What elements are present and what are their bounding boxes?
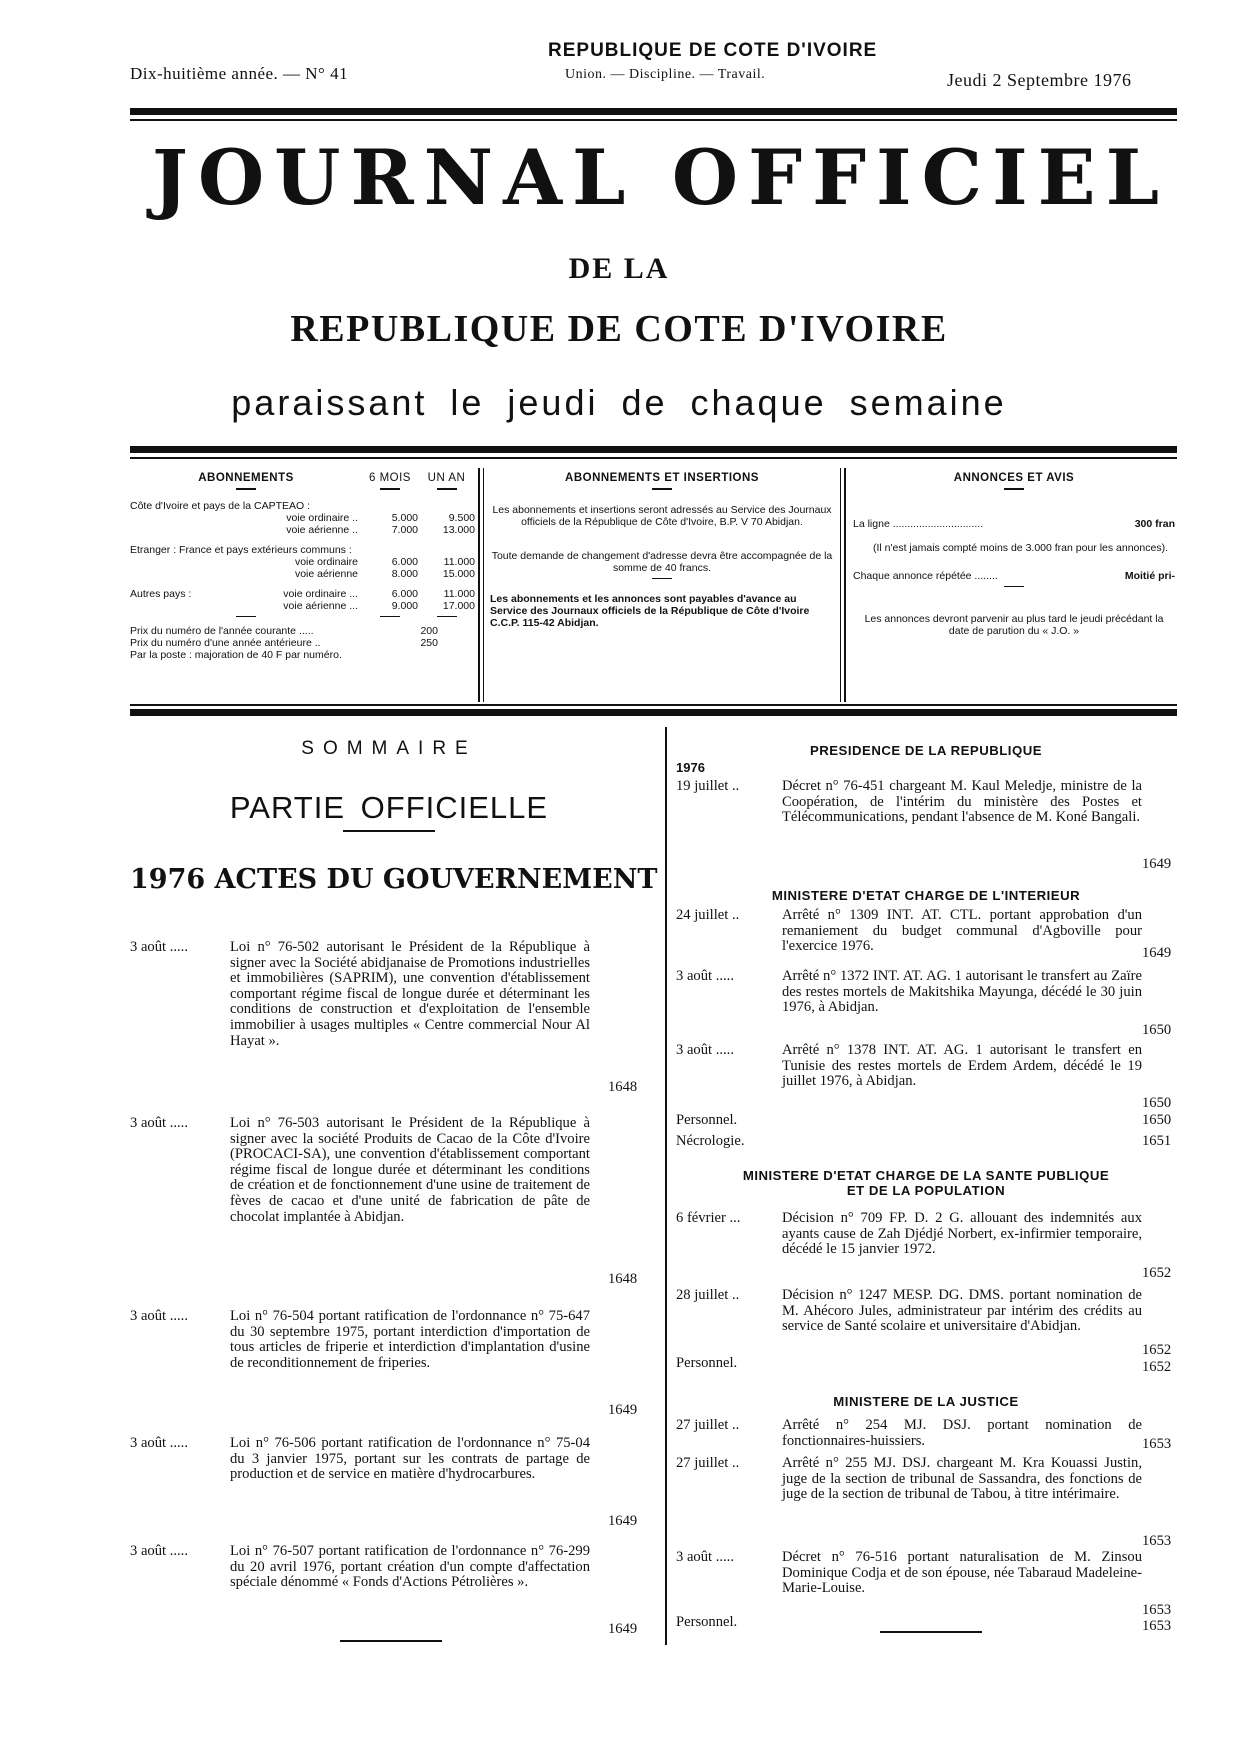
personnel-page: 1652	[1142, 1359, 1172, 1375]
group-autres: Autres pays :	[130, 587, 192, 600]
box-divider	[483, 468, 484, 702]
col-un-an: UN AN	[427, 472, 466, 484]
box-divider	[478, 468, 480, 702]
necrologie-label: Nécrologie.	[676, 1133, 745, 1149]
entry-date: 3 août .....	[676, 1549, 734, 1565]
entry-page: 1653	[1142, 1436, 1172, 1452]
insertions-payment: Les abonnements et les annonces sont payables d'avance au Service des Journaux officiels de la République de Côte d'Ivoire C.C.P. 115-42 Abidjan.	[490, 593, 810, 629]
rate-an: 11.000	[443, 555, 475, 568]
entry-date: 27 juillet ..	[676, 1417, 740, 1433]
entry-page: 1648	[608, 1079, 638, 1095]
entry-page: 1652	[1142, 1342, 1172, 1358]
box-rule-bottom-thin	[130, 704, 1177, 706]
rate-label: voie ordinaire	[294, 555, 358, 568]
rate-an: 13.000	[442, 523, 475, 536]
entry-page: 1649	[1142, 945, 1172, 961]
entry-date: 27 juillet ..	[676, 1455, 740, 1471]
entry-text: Loi n° 76-502 autorisant le Président de la République à signer avec la Société abidjanaise de Promotions industrielles et immobilières (SAPRIM), une convention d'établissement comportant régime fiscal de longue durée et déterminant les conditions de construction et d'exploitation de l'ensemble immobilier à usages multiples « Centre commercial Nour Al Hayat ».	[230, 939, 590, 1049]
journal-title: JOURNAL OFFICIEL	[152, 133, 1170, 222]
entry-text: Arrêté n° 254 MJ. DSJ. portant nomination de fonctionnaires-huissiers.	[782, 1417, 1142, 1449]
price-previous: 250	[420, 637, 438, 649]
sommaire-heading: SOMMAIRE	[301, 738, 477, 759]
entry-date: 24 juillet ..	[676, 907, 740, 923]
price-current: 200	[420, 625, 438, 637]
entry-text: Décision n° 1247 MESP. DG. DMS. portant nomination de M. Ahécoro Jules, administrateur par intérim des crédits au service de Santé scolaire et universitaire d'Abidjan.	[782, 1287, 1142, 1335]
masthead-tagline: paraissant le jeudi de chaque semaine	[231, 382, 1007, 423]
entry-text: Loi n° 76-506 portant ratification de l'ordonnance n° 75-04 du 3 janvier 1975, portant sur les contrats de partage de production et de service en matière d'hydrocarbures.	[230, 1435, 590, 1483]
col-6-mois: 6 MOIS	[369, 472, 411, 484]
insertions-heading: ABONNEMENTS ET INSERTIONS	[565, 472, 759, 484]
entry-text: Loi n° 76-504 portant ratification de l'ordonnance n° 75-647 du 30 septembre 1975, portant interdiction d'importation de tous articles de friperie et interdiction d'implantation d'usine de reconditionnement de friperies.	[230, 1308, 590, 1371]
entry-page: 1652	[1142, 1265, 1172, 1281]
insertions-change-address: Toute demande de changement d'adresse devra être accompagnée de la somme de 40 francs.	[491, 549, 833, 574]
personnel-page: 1650	[1142, 1112, 1172, 1128]
group-cote-ivoire: Côte d'Ivoire et pays de la CAPTEAO :	[130, 499, 311, 512]
box-divider	[844, 468, 846, 702]
section-sante-line2: ET DE LA POPULATION	[846, 1183, 1006, 1198]
box-divider	[840, 468, 841, 702]
entry-date: 3 août .....	[130, 1308, 188, 1324]
rate-an: 11.000	[443, 587, 475, 600]
entry-text: Décret n° 76-516 portant naturalisation de M. Zinsou Dominique Codja et de son épouse, née Tabaraud Madeleine-Marie-Louise.	[782, 1549, 1142, 1597]
entry-text: Arrêté n° 1378 INT. AT. AG. 1 autorisant le transfert en Tunisie des restes mortels de Erdem Ardem, décédé le 19 juillet 1976, à Abidjan.	[782, 1042, 1142, 1090]
box-rule-bottom	[130, 709, 1177, 716]
rate-6: 6.000	[391, 587, 418, 600]
rate-6: 9.000	[391, 599, 418, 612]
entry-date: 3 août .....	[676, 1042, 734, 1058]
entry-date: 3 août .....	[130, 1435, 188, 1451]
entry-date: 6 février ...	[676, 1210, 741, 1226]
personnel-label: Personnel.	[676, 1614, 738, 1630]
entry-text: Décision n° 709 FP. D. 2 G. allouant des indemnités aux ayants cause de Zah Djédjé Norbert, ex-infirmier temporaire, décédé le 15 janvier 1972.	[782, 1210, 1142, 1258]
personnel-label: Personnel.	[676, 1355, 738, 1371]
rate-6: 7.000	[391, 523, 418, 536]
header-republic: REPUBLIQUE DE COTE D'IVOIRE	[548, 40, 878, 61]
masthead-republic: REPUBLIQUE DE COTE D'IVOIRE	[290, 308, 948, 350]
group-etranger: Etranger : France et pays extérieurs communs :	[130, 543, 352, 556]
entry-page: 1649	[1142, 856, 1172, 872]
entry-page: 1650	[1142, 1022, 1172, 1038]
box-rule-top	[130, 446, 1177, 453]
partie-officielle: PARTIE OFFICIELLE	[229, 790, 549, 825]
price-previous-label: Prix du numéro d'une année antérieure ..	[130, 637, 321, 649]
entry-date: 3 août .....	[130, 939, 188, 955]
entry-date: 3 août .....	[676, 968, 734, 984]
section-justice: MINISTERE DE LA JUSTICE	[833, 1394, 1019, 1409]
year-label: 1976	[676, 760, 705, 775]
annonces-minimum-note: (Il n'est jamais compté moins de 3.000 fran pour les annonces).	[873, 541, 1168, 554]
entry-page: 1649	[608, 1402, 638, 1418]
rate-6: 8.000	[391, 567, 418, 580]
entry-page: 1650	[1142, 1095, 1172, 1111]
rate-an: 17.000	[442, 599, 475, 612]
issue-number: Dix-huitième année. — N° 41	[130, 64, 349, 83]
annonces-panel	[853, 472, 1175, 637]
rate-label: voie aérienne ..	[286, 523, 358, 536]
entry-date: 3 août .....	[130, 1543, 188, 1559]
postal-surcharge: Par la poste : majoration de 40 F par numéro.	[130, 649, 342, 661]
column-divider	[665, 727, 667, 1645]
price-current-label: Prix du numéro de l'année courante .....	[130, 625, 314, 637]
entry-text: Loi n° 76-507 portant ratification de l'ordonnance n° 76-299 du 20 avril 1976, portant création d'un compte d'affectation spéciale dénommé « Fonds d'Actions Pétrolières ».	[230, 1543, 590, 1591]
rate-an: 15.000	[442, 567, 475, 580]
rate-6: 6.000	[391, 555, 418, 568]
header-rule-thick	[130, 108, 1177, 115]
entry-text: Loi n° 76-503 autorisant le Président de la République à signer avec la société Produits de Cacao de la Côte d'Ivoire (PROCACI-SA), une convention d'établissement comportant régime fiscal de longue durée et déterminant les conditions de création et de fonctionnement d'une usine de traitement de fèves de cacao et d'une unité de fabrication de pâte de chocolat implantée à Abidjan.	[230, 1115, 590, 1225]
insertions-panel	[490, 472, 834, 629]
ligne-price: 300 fran	[1134, 517, 1175, 530]
entry-text: Arrêté n° 1372 INT. AT. AG. 1 autorisant le transfert au Zaïre des restes mortels de Makitshika Mayunga, décédé le 30 juin 1976, à Abidjan.	[782, 968, 1142, 1016]
ligne-label: La ligne ...............................	[853, 517, 984, 530]
entry-page: 1649	[608, 1513, 638, 1529]
entry-date: 3 août .....	[130, 1115, 188, 1131]
entry-page: 1653	[1142, 1533, 1172, 1549]
partie-underline	[343, 830, 435, 832]
right-end-rule	[880, 1631, 982, 1633]
rate-label: voie aérienne ...	[283, 599, 358, 612]
section-sante: MINISTERE D'ETAT CHARGE DE LA SANTE PUBLIQUE	[742, 1168, 1110, 1183]
personnel-label: Personnel.	[676, 1112, 738, 1128]
box-rule-top-thin	[130, 457, 1177, 459]
annonces-deadline: Les annonces devront parvenir au plus tard le jeudi précédant la date de parution du « J.O. »	[864, 613, 1164, 637]
entry-page: 1649	[608, 1621, 638, 1637]
subscriptions-panel	[130, 472, 475, 661]
entry-page: 1648	[608, 1271, 638, 1287]
section-presidence: PRESIDENCE DE LA REPUBLIQUE	[809, 743, 1043, 758]
annonces-heading: ANNONCES ET AVIS	[953, 472, 1075, 484]
entry-page: 1653	[1142, 1602, 1172, 1618]
repeat-price: Moitié pri-	[1124, 569, 1175, 582]
actes-heading: 1976 ACTES DU GOUVERNEMENT	[130, 864, 658, 895]
insertions-address: Les abonnements et insertions seront adressés au Service des Journaux officiels de la République de Côte d'Ivoire, B.P. V 70 Abidjan.	[492, 503, 832, 528]
header-motto: Union. — Discipline. — Travail.	[565, 67, 766, 82]
masthead-de-la: DE LA	[568, 252, 670, 285]
entry-date: 19 juillet ..	[676, 778, 740, 794]
rate-label: voie ordinaire ..	[286, 511, 358, 524]
repeat-label: Chaque annonce répétée ........	[853, 569, 998, 582]
rate-label: voie ordinaire ...	[283, 587, 358, 600]
entry-text: Arrêté n° 255 MJ. DSJ. chargeant M. Kra Kouassi Justin, juge de la section de tribunal de Sassandra, des fonctions de juge de la section de tribunal de Tabou, à titre intérimaire.	[782, 1455, 1142, 1503]
header-rule-thin	[130, 119, 1177, 121]
entry-text: Décret n° 76-451 chargeant M. Kaul Meledje, ministre de la Coopération, de l'intérim du ministère des Postes et Télécommunications, pendant l'absence de M. Koné Bangali.	[782, 778, 1142, 826]
subscriptions-heading: ABONNEMENTS	[198, 472, 294, 484]
rate-an: 9.500	[448, 511, 475, 524]
section-interieur: MINISTERE D'ETAT CHARGE DE L'INTERIEUR	[771, 888, 1081, 903]
personnel-page: 1653	[1142, 1618, 1172, 1634]
necrologie-page: 1651	[1142, 1133, 1172, 1149]
issue-date: Jeudi 2 Septembre 1976	[947, 70, 1132, 90]
rate-6: 5.000	[391, 511, 418, 524]
entry-date: 28 juillet ..	[676, 1287, 740, 1303]
left-end-rule	[340, 1640, 442, 1642]
rate-label: voie aérienne	[294, 567, 358, 580]
entry-text: Arrêté n° 1309 INT. AT. CTL. portant approbation d'un remaniement du budget communal d'Agboville pour l'exercice 1976.	[782, 907, 1142, 955]
